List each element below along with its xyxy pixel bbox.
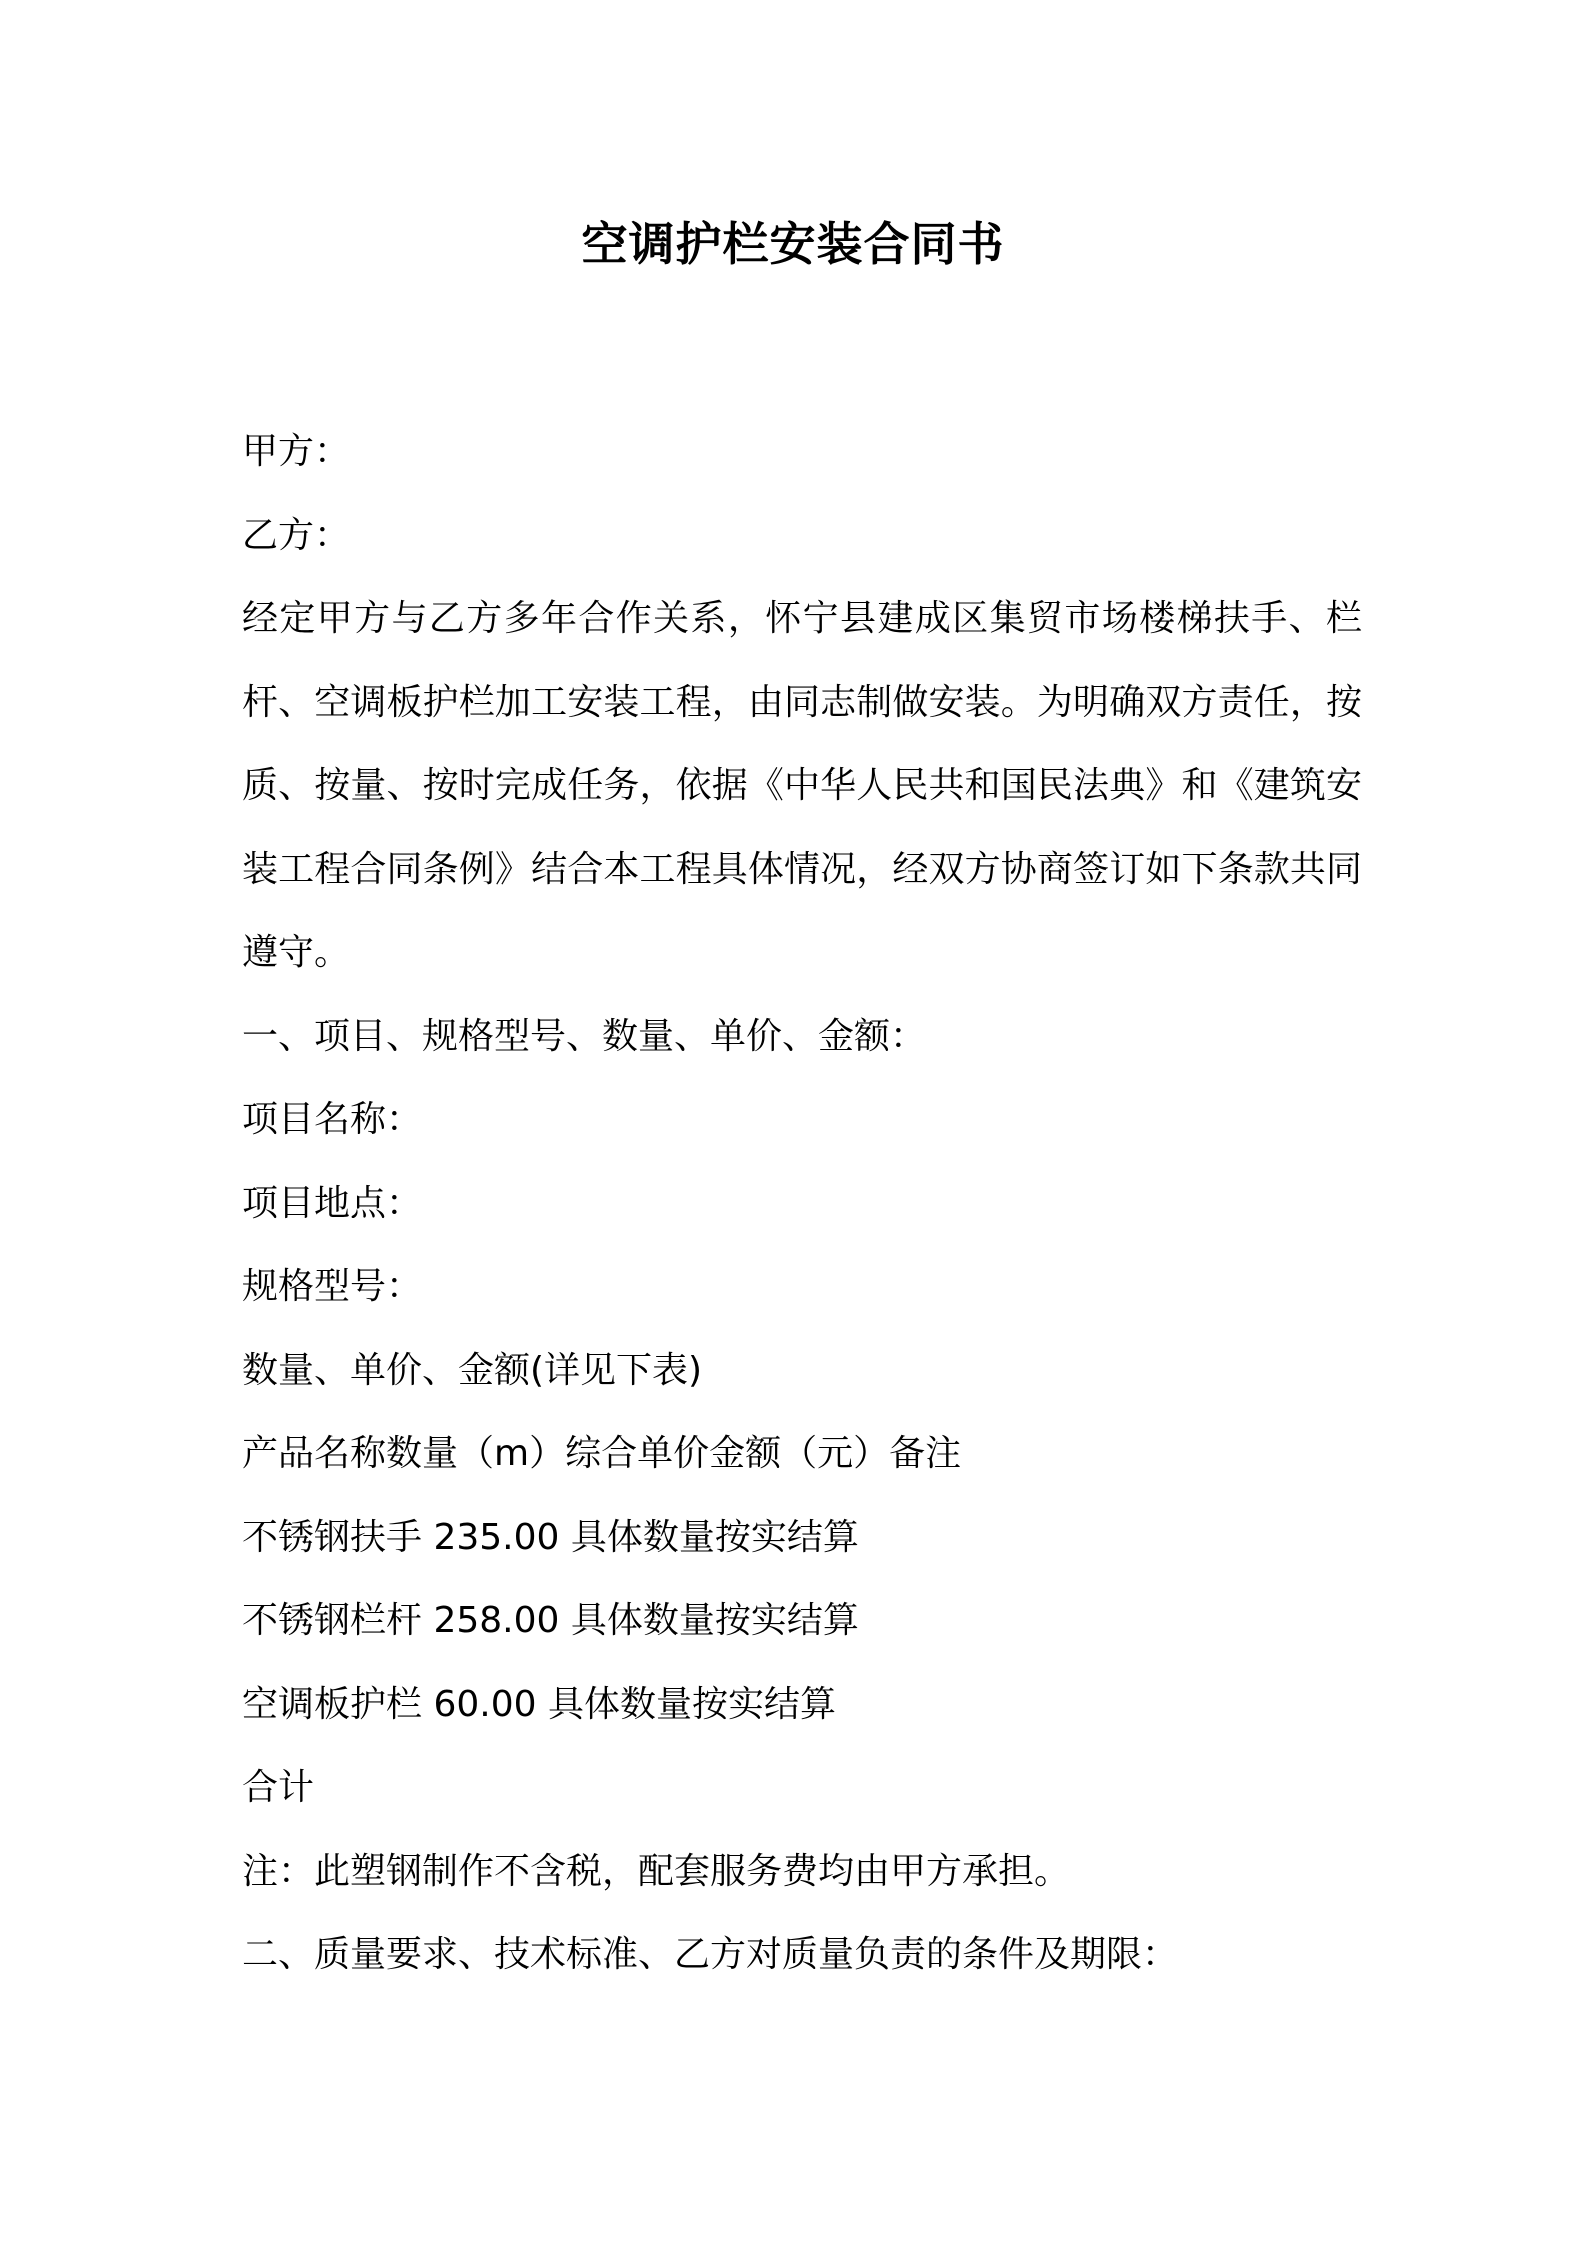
qty-price-amount-line: 数量、单价、金额(详见下表) (242, 1349, 703, 1391)
table-row: 不锈钢扶手 235.00 具体数量按实结算 (242, 1516, 859, 1558)
total-line: 合计 (242, 1767, 315, 1808)
intro-paragraph: 经定甲方与乙方多年合作关系，怀宁县建成区集贸市场楼梯扶手、栏杆、空调板护栏加工安装工程，由同志制做安装。为明确双方责任，按质、按量、按时完成任务，依据《中华人民共和国民法典》和《建筑安装工程合同条例》结合本工程具体情况，经双方协商签订如下条款共同遵守。 (242, 598, 1362, 973)
document-title: 空调护栏安装合同书 (581, 217, 1005, 271)
section-1-heading: 一、项目、规格型号、数量、单价、金额： (242, 1015, 927, 1057)
table-header-line: 产品名称数量（m）综合单价金额（元）备注 (242, 1433, 962, 1474)
note-line: 注：此塑钢制作不含税，配套服务费均由甲方承担。 (242, 1850, 1071, 1892)
document-body (242, 410, 1362, 1997)
project-name-line: 项目名称： (242, 1099, 423, 1140)
party-a-line: 甲方： (242, 431, 351, 472)
spec-model-line: 规格型号： (242, 1266, 423, 1307)
table-row: 不锈钢栏杆 258.00 具体数量按实结算 (242, 1600, 859, 1641)
section-2-heading: 二、质量要求、技术标准、乙方对质量负责的条件及期限： (242, 1934, 1179, 1975)
project-location-line: 项目地点： (242, 1182, 423, 1224)
table-row: 空调板护栏 60.00 具体数量按实结算 (242, 1683, 836, 1725)
party-b-line: 乙方： (242, 514, 351, 556)
